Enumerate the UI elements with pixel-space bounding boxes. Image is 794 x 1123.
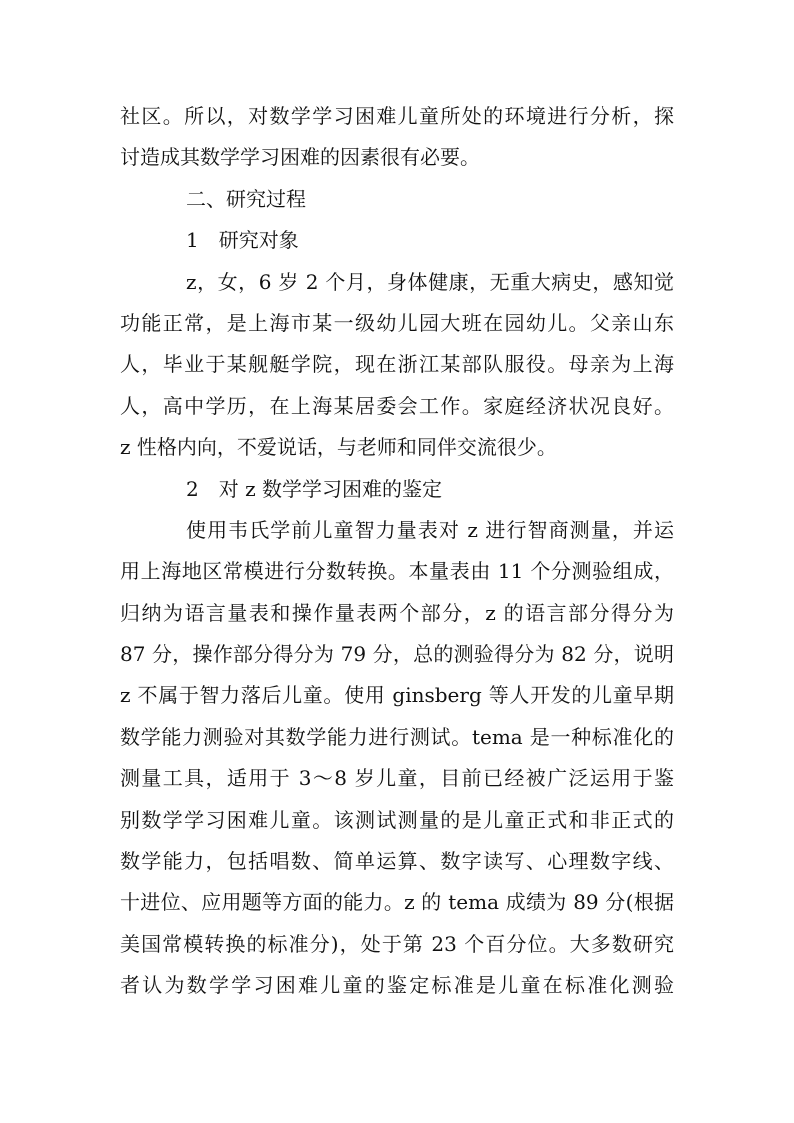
text-line: 人，毕业于某舰艇学院，现在浙江某部队服役。母亲为上海: [120, 352, 674, 377]
text-line: z，女，6 岁 2 个月，身体健康，无重大病史，感知觉: [186, 269, 674, 294]
text-line: z 不属于智力落后儿童。使用 ginsberg 等人开发的儿童早期: [120, 683, 674, 708]
text-line: 二、研究过程: [186, 186, 306, 211]
text-line: z 性格内向，不爱说话，与老师和同伴交流很少。: [120, 435, 557, 460]
text-line: 人，高中学历，在上海某居委会工作。家庭经济状况良好。: [120, 393, 674, 418]
text-line: 美国常模转换的标准分)，处于第 23 个百分位。大多数研究: [120, 931, 674, 956]
text-line: 功能正常，是上海市某一级幼儿园大班在园幼儿。父亲山东: [120, 310, 674, 335]
text-line: 别数学学习困难儿童。该测试测量的是儿童正式和非正式的: [120, 807, 674, 832]
text-line: 归纳为语言量表和操作量表两个部分，z 的语言部分得分为: [120, 600, 674, 625]
text-line: 1 研究对象: [186, 228, 299, 253]
document-body: [120, 96, 674, 1007]
text-line: 数学能力测验对其数学能力进行测试。tema 是一种标准化的: [120, 724, 674, 749]
text-line: 讨造成其数学学习困难的因素很有必要。: [120, 145, 480, 170]
text-line: 者认为数学学习困难儿童的鉴定标准是儿童在标准化测验: [120, 973, 674, 998]
text-line: 2 对 z 数学学习困难的鉴定: [186, 476, 442, 501]
text-line: 十进位、应用题等方面的能力。z 的 tema 成绩为 89 分(根据: [120, 890, 674, 915]
text-line: 87 分，操作部分得分为 79 分，总的测验得分为 82 分，说明: [120, 642, 674, 667]
text-line: 社区。所以，对数学学习困难儿童所处的环境进行分析，探: [120, 104, 674, 128]
text-line: 测量工具，适用于 3～8 岁儿童，目前已经被广泛运用于鉴: [120, 766, 674, 791]
text-line: 数学能力，包括唱数、简单运算、数字读写、心理数字线、: [120, 849, 674, 874]
text-line: 使用韦氏学前儿童智力量表对 z 进行智商测量，并运: [186, 517, 674, 542]
text-line: 用上海地区常模进行分数转换。本量表由 11 个分测验组成，: [120, 559, 674, 584]
